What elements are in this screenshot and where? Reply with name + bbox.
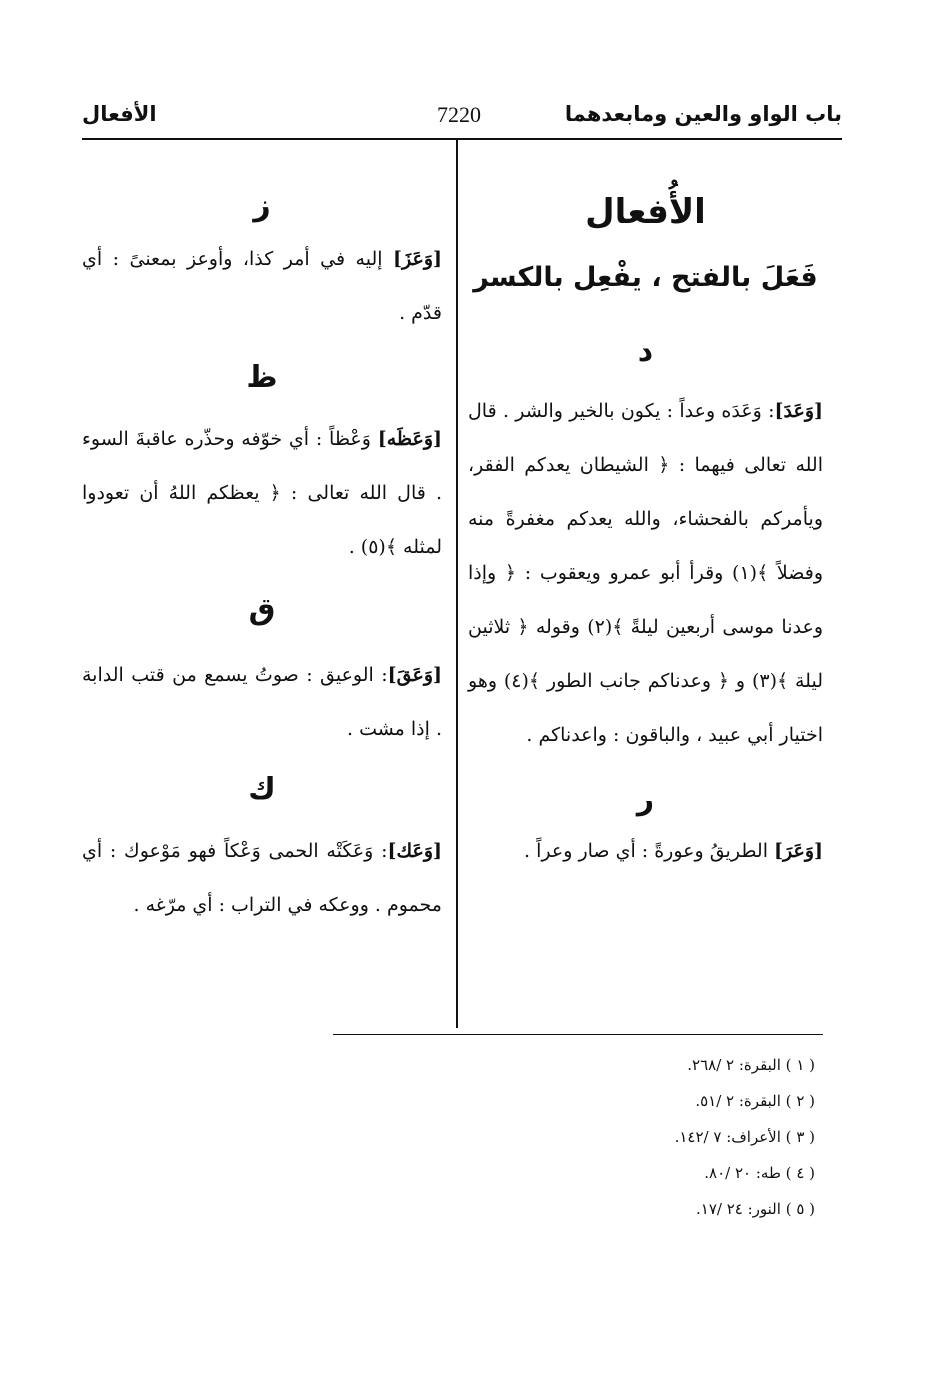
dictionary-entry — [82, 232, 442, 340]
main-title: الأُفعال — [585, 192, 706, 232]
entry-headword: [وَعَزَ] — [393, 248, 442, 270]
sub-title: فَعَلَ بالفتح ، يفْعِل بالكسر — [473, 262, 818, 293]
dictionary-entry — [468, 384, 823, 762]
dictionary-entry — [468, 824, 823, 878]
chapter-title: باب الواو والعين ومابعدهما — [564, 102, 842, 126]
entry-headword: [وَعَك] — [387, 840, 442, 862]
page-number: 7220 — [437, 102, 481, 127]
right-column — [468, 140, 823, 878]
entry-headword: [وَعَرَ] — [774, 840, 823, 862]
dictionary-entry — [82, 412, 442, 574]
footnote: ( ٣ ) الأعراف: ٧ /١٤٢. — [674, 1128, 815, 1146]
entry-text: وَعْظاً : أي خوّفه وحذّره عاقبةَ السوء . قال الله تعالى : ﴿ يعظكم اللهُ أن تعودوا لمثله ﴾(٥) . — [82, 428, 442, 558]
footnote: ( ٥ ) النور: ٢٤ /١٧. — [695, 1200, 815, 1218]
page-header — [82, 98, 842, 140]
footnote: ( ١ ) البقرة: ٢ /٢٦٨. — [687, 1056, 815, 1074]
entry-headword: [وَعَقَ] — [387, 664, 442, 686]
entry-text: : وَعَكَتْه الحمى وَعْكاً فهو مَوْعوك : أي محموم . ووعكه في التراب : أي مرّغه . — [82, 840, 442, 916]
entry-headword: [وَعَدَ] — [774, 400, 823, 422]
letter-heading: ق — [248, 592, 276, 627]
column-divider — [456, 140, 458, 1028]
dictionary-entry — [82, 824, 442, 932]
entry-text: الطريقُ وعورةً : أي صار وعراً . — [524, 840, 775, 862]
entry-text: : الوعيق : صوتُ يسمع من قتب الدابة . إذا مشت . — [82, 664, 442, 740]
footnotes — [333, 1034, 823, 1227]
letter-heading: ك — [248, 772, 276, 807]
section-title: الأفعال — [82, 102, 157, 126]
footnote: ( ٢ ) البقرة: ٢ /٥١. — [695, 1092, 815, 1110]
entry-text: إليه في أمر كذا، وأوعز بمعنىً : أي قدّم . — [82, 248, 442, 324]
entry-headword: [وَعَظَه] — [377, 428, 442, 450]
letter-heading: ز — [253, 188, 271, 223]
letter-heading: د — [637, 334, 654, 369]
footnote: ( ٤ ) طه: ٢٠ /٨٠. — [704, 1164, 815, 1182]
dictionary-entry — [82, 648, 442, 756]
letter-heading: ظ — [246, 360, 278, 395]
entry-text: : وَعَدَه وعداً : يكون بالخير والشر . قال الله تعالى فيهما : ﴿ الشيطان يعدكم الفقر، ويأمركم بالفحشاء، والله يعدكم مغفرةً منه وفضلاً ﴾(١) وقرأ أبو عمرو ويعقوب : ﴿ وإذا وعدنا موسى أربعين ليلةً ﴾(٢) وقوله ﴿ ثلاثين ليلة ﴾(٣) و ﴿ وعدناكم جانب الطور ﴾(٤) وهو اختيار أبي عبيد ، والباقون : واعدناكم . — [468, 400, 823, 746]
left-column — [82, 140, 442, 932]
letter-heading: ر — [636, 782, 655, 817]
